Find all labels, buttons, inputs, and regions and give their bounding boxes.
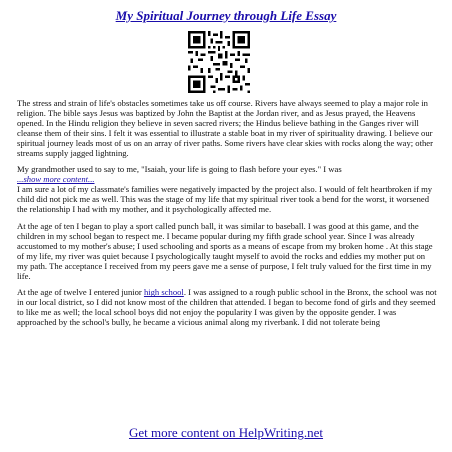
paragraph-3: I am sure a lot of my classmate's families were negatively impacted by the project also. I would of felt heartbroken if my child did not pick me as well. This was the stage of my life that my spiritual river took a bend for the worst, it worsened the relationship I had with my mother, and it psychologically affected me. <box>17 184 433 215</box>
get-more-content-link[interactable]: Get more content on HelpWriting.net <box>128 425 324 440</box>
paragraph-4: At the age of ten I began to play a sport called punch ball, it was similar to baseball. I was good at this game, and the children in my school began to respect me. I became popular during my fifth grade school year. Since I was already accustomed to my mother's abuse; I used schooling and sports as a means of escape from my broken home . At this stage of my life, my river was quiet because I psychologically taught myself to avoid the rocks and eddies my mother put on my path. The acceptance I received from my peers gave me a sense of purpose, I felt truly valued for the first time in my life. <box>17 220 433 281</box>
paragraph-5-after: . I was assigned to a rough public school in the Bronx, the school was not in our local district, so I did not know most of the children that attended. I began to become fond of girls and they seemed to like me as well; the local school boys did not enjoy the popularity I was given by the opposite gender. I was approached by the school's bully, he became a vicious animal along my riverbank. I did not tolerate being <box>17 287 437 328</box>
paragraph-1: The stress and strain of life's obstacles sometimes take us off course. Rivers have always seemed to play a major role in religion. The bible says Jesus was baptized by John the Baptist at the Jordan river, and as Jesus prayed, the Heavens opened. In the Hindu religion they believe in seven sacred rivers; the Hindus believe bathing in the Ganges river will cleanse them of their sins. I felt it was essential to illustrate a stable boat in my river of spirituality drawing. I believe our spiritual journey leads most of us on an array of river paths. Some rivers have clear skies with rocks along the way; other streams supply jagged lightning. <box>17 98 433 158</box>
page-title[interactable]: My Spiritual Journey through Life Essay <box>115 8 337 23</box>
paragraph-2 <box>17 165 437 215</box>
essay-body <box>17 99 437 335</box>
paragraph-5 <box>17 288 437 328</box>
paragraph-2-text: My grandmother used to say to me, "Isaiah, your life is going to flash before your eyes." I was <box>17 164 342 175</box>
show-more-link[interactable]: ...show more content... <box>17 174 95 185</box>
paragraph-5-before: At the age of twelve I entered junior <box>17 287 144 298</box>
high-school-link[interactable]: high school <box>143 287 184 298</box>
qr-code-icon <box>188 31 250 93</box>
